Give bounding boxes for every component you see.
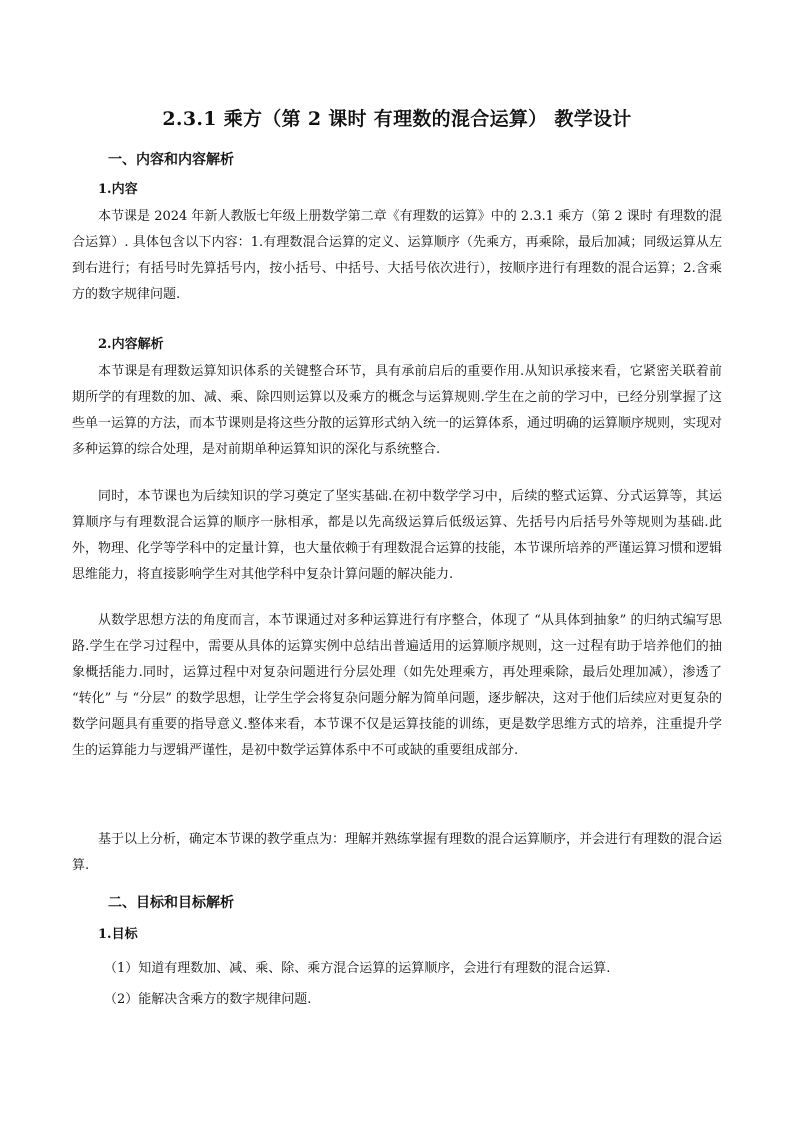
subheading-goals: 1.目标 bbox=[98, 927, 138, 942]
section-heading-content: 一、内容和内容解析 bbox=[108, 152, 234, 168]
analysis-paragraph-4: 基于以上分析，确定本节课的教学重点为：理解并熟练掌握有理数的混合运算顺序，并会进行有理数的混合运算. bbox=[72, 832, 723, 873]
analysis-paragraph-2: 同时，本节课也为后续知识的学习奠定了坚实基础.在初中数学学习中，后续的整式运算、分式运算等，其运算顺序与有理数混合运算的顺序一脉相承，都是以先高级运算后低级运算、先括号内后括号外等规则为基础.此外，物理、化学等学科中的定量计算，也大量依赖于有理数混合运算的技能，本节课所培养的严谨运算习惯和逻辑思维能力，将直接影响学生对其他学科中复杂计算问题的解决能力. bbox=[72, 489, 723, 582]
content-paragraph: 本节课是 2024 年新人教版七年级上册数学第二章《有理数的运算》中的 2.3.1 乘方（第 2 课时 有理数的混合运算）. 具体包含以下内容：1.有理数混合运算的定义、运算顺序（先乘方，再乘除，最后加减；同级运算从左到右进行；有括号时先算括号内，按小括号、中括号、大括号依次进行），按顺序进行有理数的混合运算；2.含乘方的数字规律问题. bbox=[72, 209, 722, 302]
goal-item-1: （1）知道有理数加、减、乘、除、乘方混合运算的运算顺序，会进行有理数的混合运算. bbox=[104, 961, 611, 976]
subheading-content: 1.内容 bbox=[98, 182, 138, 197]
section-heading-goals: 二、目标和目标解析 bbox=[108, 895, 234, 911]
analysis-paragraph-1: 本节课是有理数运算知识体系的关键整合环节，具有承前启后的重要作用.从知识承接来看，它紧密关联着前期所学的有理数的加、减、乘、除四则运算以及乘方的概念与运算规则.学生在之前的学习中，已经分别掌握了这些单一运算的方法，而本节课则是将这些分散的运算形式纳入统一的运算体系，通过明确的运算顺序规则，实现对多种运算的综合处理，是对前期单种运算知识的深化与系统整合. bbox=[72, 364, 723, 457]
analysis-paragraph-3: 从数学思想方法的角度而言，本节课通过对多种运算进行有序整合，体现了 “从具体到抽象” 的归纳式编写思路.学生在学习过程中，需要从具体的运算实例中总结出普遍适用的运算顺序规则，这一过程有助于培养他们的抽象概括能力.同时，运算过程中对复杂问题进行分层处理（如先处理乘方，再处理乘除，最后处理加减），渗透了 “转化” 与 “分层” 的数学思想，让学生学会将复杂问题分解为简单问题，逐步解决，这对于他们后续应对更复杂的数学问题具有重要的指导意义.整体来看，本节课不仅是运算技能的训练，更是数学思维方式的培养，注重提升学生的运算能力与逻辑严谨性，是初中数学运算体系中不可或缺的重要组成部分. bbox=[72, 613, 722, 758]
document-title: 2.3.1 乘方（第 2 课时 有理数的混合运算） 教学设计 bbox=[162, 108, 632, 130]
subheading-analysis: 2.内容解析 bbox=[98, 337, 164, 352]
goal-item-2: （2）能解决含乘方的数字规律问题. bbox=[104, 992, 312, 1007]
